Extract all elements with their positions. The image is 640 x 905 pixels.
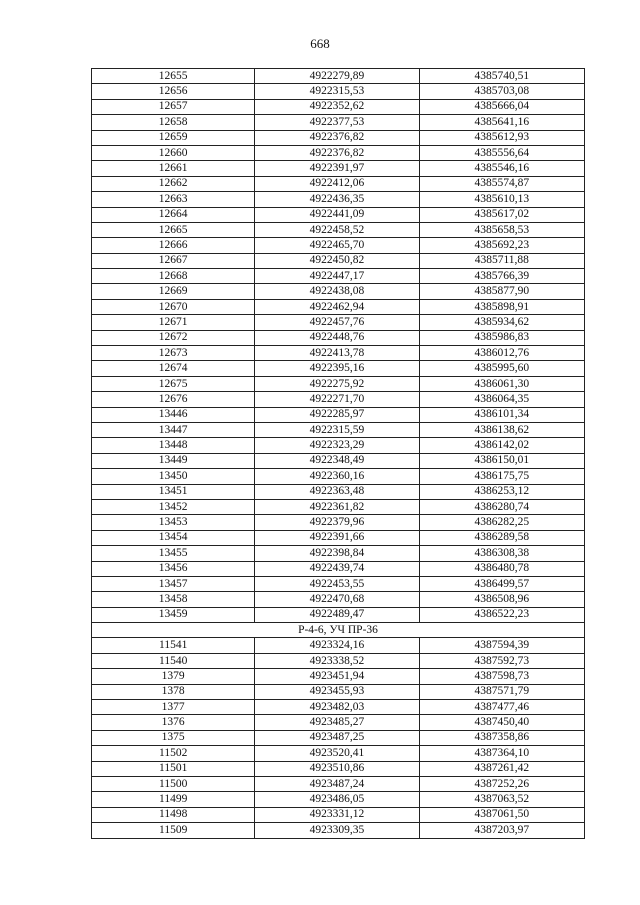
y-coordinate-cell: 4385658,53 <box>419 222 584 237</box>
point-number-cell: 11498 <box>92 807 255 822</box>
table-row <box>92 715 585 730</box>
y-coordinate-cell: 4385666,04 <box>419 99 584 114</box>
y-coordinate-cell: 4386280,74 <box>419 499 584 514</box>
point-number-cell: 13450 <box>92 469 255 484</box>
point-number-cell: 11509 <box>92 823 255 838</box>
table-row <box>92 407 585 422</box>
x-coordinate-cell: 4922458,52 <box>255 222 419 237</box>
y-coordinate-cell: 4385556,64 <box>419 145 584 160</box>
point-number-cell: 11541 <box>92 638 255 653</box>
point-number-cell: 12674 <box>92 361 255 376</box>
point-number-cell: 12663 <box>92 192 255 207</box>
x-coordinate-cell: 4922279,89 <box>255 69 419 84</box>
x-coordinate-cell: 4922377,53 <box>255 115 419 130</box>
table-row <box>92 576 585 591</box>
point-number-cell: 13456 <box>92 561 255 576</box>
x-coordinate-cell: 4922447,17 <box>255 269 419 284</box>
x-coordinate-cell: 4923324,16 <box>255 638 419 653</box>
x-coordinate-cell: 4922363,48 <box>255 484 419 499</box>
table-row <box>92 653 585 668</box>
y-coordinate-cell: 4387364,10 <box>419 746 584 761</box>
table-row <box>92 392 585 407</box>
table-row <box>92 684 585 699</box>
table-row <box>92 376 585 391</box>
point-number-cell: 1375 <box>92 730 255 745</box>
table-row <box>92 130 585 145</box>
table-row <box>92 792 585 807</box>
x-coordinate-cell: 4922348,49 <box>255 453 419 468</box>
table-row <box>92 746 585 761</box>
x-coordinate-cell: 4922470,68 <box>255 592 419 607</box>
point-number-cell: 12671 <box>92 315 255 330</box>
x-coordinate-cell: 4923520,41 <box>255 746 419 761</box>
point-number-cell: 13446 <box>92 407 255 422</box>
y-coordinate-cell: 4387598,73 <box>419 669 584 684</box>
x-coordinate-cell: 4922412,06 <box>255 176 419 191</box>
table-row <box>92 84 585 99</box>
x-coordinate-cell: 4923309,35 <box>255 823 419 838</box>
y-coordinate-cell: 4387203,97 <box>419 823 584 838</box>
y-coordinate-cell: 4386138,62 <box>419 422 584 437</box>
point-number-cell: 12656 <box>92 84 255 99</box>
table-row <box>92 346 585 361</box>
table-row <box>92 515 585 530</box>
point-number-cell: 12673 <box>92 346 255 361</box>
y-coordinate-cell: 4385766,39 <box>419 269 584 284</box>
y-coordinate-cell: 4386282,25 <box>419 515 584 530</box>
table-row <box>92 315 585 330</box>
table-row <box>92 823 585 838</box>
point-number-cell: 12659 <box>92 130 255 145</box>
point-number-cell: 1377 <box>92 700 255 715</box>
table-row <box>92 299 585 314</box>
table-row <box>92 499 585 514</box>
table-row <box>92 484 585 499</box>
x-coordinate-cell: 4922453,55 <box>255 576 419 591</box>
table-row <box>92 176 585 191</box>
table-row <box>92 284 585 299</box>
x-coordinate-cell: 4923485,27 <box>255 715 419 730</box>
coordinates-rows-group-a <box>92 69 585 623</box>
y-coordinate-cell: 4385692,23 <box>419 238 584 253</box>
x-coordinate-cell: 4923338,52 <box>255 653 419 668</box>
y-coordinate-cell: 4387592,73 <box>419 653 584 668</box>
y-coordinate-cell: 4387061,50 <box>419 807 584 822</box>
y-coordinate-cell: 4387477,46 <box>419 700 584 715</box>
table-row <box>92 546 585 561</box>
y-coordinate-cell: 4385995,60 <box>419 361 584 376</box>
y-coordinate-cell: 4386253,12 <box>419 484 584 499</box>
point-number-cell: 11502 <box>92 746 255 761</box>
x-coordinate-cell: 4922323,29 <box>255 438 419 453</box>
y-coordinate-cell: 4386480,78 <box>419 561 584 576</box>
point-number-cell: 13454 <box>92 530 255 545</box>
y-coordinate-cell: 4387261,42 <box>419 761 584 776</box>
y-coordinate-cell: 4387252,26 <box>419 776 584 791</box>
y-coordinate-cell: 4385934,62 <box>419 315 584 330</box>
table-row <box>92 269 585 284</box>
table-row <box>92 330 585 345</box>
x-coordinate-cell: 4922361,82 <box>255 499 419 514</box>
point-number-cell: 13455 <box>92 546 255 561</box>
table-row <box>92 700 585 715</box>
point-number-cell: 12668 <box>92 269 255 284</box>
page-number: 668 <box>310 36 330 51</box>
y-coordinate-cell: 4386061,30 <box>419 376 584 391</box>
x-coordinate-cell: 4922379,96 <box>255 515 419 530</box>
x-coordinate-cell: 4923487,25 <box>255 730 419 745</box>
point-number-cell: 12666 <box>92 238 255 253</box>
x-coordinate-cell: 4922438,08 <box>255 284 419 299</box>
table-row <box>92 761 585 776</box>
y-coordinate-cell: 4385877,90 <box>419 284 584 299</box>
table-row <box>92 592 585 607</box>
x-coordinate-cell: 4922457,76 <box>255 315 419 330</box>
y-coordinate-cell: 4385610,13 <box>419 192 584 207</box>
point-number-cell: 12664 <box>92 207 255 222</box>
table-row <box>92 207 585 222</box>
point-number-cell: 13457 <box>92 576 255 591</box>
x-coordinate-cell: 4922352,62 <box>255 99 419 114</box>
point-number-cell: 13458 <box>92 592 255 607</box>
y-coordinate-cell: 4386175,75 <box>419 469 584 484</box>
y-coordinate-cell: 4387450,40 <box>419 715 584 730</box>
point-number-cell: 11500 <box>92 776 255 791</box>
x-coordinate-cell: 4922395,16 <box>255 361 419 376</box>
x-coordinate-cell: 4922448,76 <box>255 330 419 345</box>
x-coordinate-cell: 4922436,35 <box>255 192 419 207</box>
table-row <box>92 453 585 468</box>
x-coordinate-cell: 4923482,03 <box>255 700 419 715</box>
point-number-cell: 12655 <box>92 69 255 84</box>
point-number-cell: 13449 <box>92 453 255 468</box>
y-coordinate-cell: 4385612,93 <box>419 130 584 145</box>
table-row <box>92 438 585 453</box>
y-coordinate-cell: 4385574,87 <box>419 176 584 191</box>
x-coordinate-cell: 4923455,93 <box>255 684 419 699</box>
coordinates-table <box>91 68 585 839</box>
table-row <box>92 192 585 207</box>
table-row <box>92 669 585 684</box>
y-coordinate-cell: 4385546,16 <box>419 161 584 176</box>
x-coordinate-cell: 4922450,82 <box>255 253 419 268</box>
table-row <box>92 530 585 545</box>
point-number-cell: 1376 <box>92 715 255 730</box>
table-row <box>92 807 585 822</box>
coordinates-rows-group-b <box>92 638 585 838</box>
x-coordinate-cell: 4922489,47 <box>255 607 419 622</box>
x-coordinate-cell: 4922441,09 <box>255 207 419 222</box>
point-number-cell: 13451 <box>92 484 255 499</box>
point-number-cell: 11501 <box>92 761 255 776</box>
y-coordinate-cell: 4387571,79 <box>419 684 584 699</box>
table-row <box>92 730 585 745</box>
x-coordinate-cell: 4923486,05 <box>255 792 419 807</box>
point-number-cell: 11540 <box>92 653 255 668</box>
y-coordinate-cell: 4386150,01 <box>419 453 584 468</box>
y-coordinate-cell: 4385711,88 <box>419 253 584 268</box>
point-number-cell: 1379 <box>92 669 255 684</box>
table-row <box>92 561 585 576</box>
x-coordinate-cell: 4923487,24 <box>255 776 419 791</box>
point-number-cell: 13453 <box>92 515 255 530</box>
point-number-cell: 12667 <box>92 253 255 268</box>
y-coordinate-cell: 4385617,02 <box>419 207 584 222</box>
y-coordinate-cell: 4385986,83 <box>419 330 584 345</box>
point-number-cell: 12662 <box>92 176 255 191</box>
point-number-cell: 12675 <box>92 376 255 391</box>
point-number-cell: 12669 <box>92 284 255 299</box>
y-coordinate-cell: 4386142,02 <box>419 438 584 453</box>
x-coordinate-cell: 4922376,82 <box>255 130 419 145</box>
point-number-cell: 12670 <box>92 299 255 314</box>
table-row <box>92 161 585 176</box>
table-row <box>92 222 585 237</box>
table-row <box>92 469 585 484</box>
x-coordinate-cell: 4922391,97 <box>255 161 419 176</box>
y-coordinate-cell: 4385703,08 <box>419 84 584 99</box>
y-coordinate-cell: 4386308,38 <box>419 546 584 561</box>
point-number-cell: 12657 <box>92 99 255 114</box>
table-row <box>92 145 585 160</box>
x-coordinate-cell: 4922360,16 <box>255 469 419 484</box>
table-row <box>92 99 585 114</box>
table-row <box>92 115 585 130</box>
x-coordinate-cell: 4922315,53 <box>255 84 419 99</box>
section-label: Р-4-6, УЧ ПР-36 <box>92 623 585 638</box>
x-coordinate-cell: 4923510,86 <box>255 761 419 776</box>
table-row <box>92 361 585 376</box>
y-coordinate-cell: 4386522,23 <box>419 607 584 622</box>
x-coordinate-cell: 4922413,78 <box>255 346 419 361</box>
y-coordinate-cell: 4385641,16 <box>419 115 584 130</box>
x-coordinate-cell: 4922465,70 <box>255 238 419 253</box>
point-number-cell: 12658 <box>92 115 255 130</box>
y-coordinate-cell: 4387358,86 <box>419 730 584 745</box>
point-number-cell: 11499 <box>92 792 255 807</box>
table-row <box>92 253 585 268</box>
table-row <box>92 422 585 437</box>
y-coordinate-cell: 4385898,91 <box>419 299 584 314</box>
point-number-cell: 13447 <box>92 422 255 437</box>
y-coordinate-cell: 4387063,52 <box>419 792 584 807</box>
y-coordinate-cell: 4386064,35 <box>419 392 584 407</box>
section-header-row <box>92 623 585 638</box>
table-row <box>92 238 585 253</box>
point-number-cell: 12661 <box>92 161 255 176</box>
point-number-cell: 13448 <box>92 438 255 453</box>
y-coordinate-cell: 4387594,39 <box>419 638 584 653</box>
x-coordinate-cell: 4922271,70 <box>255 392 419 407</box>
x-coordinate-cell: 4922315,59 <box>255 422 419 437</box>
y-coordinate-cell: 4386289,58 <box>419 530 584 545</box>
x-coordinate-cell: 4922462,94 <box>255 299 419 314</box>
x-coordinate-cell: 4922275,92 <box>255 376 419 391</box>
point-number-cell: 12665 <box>92 222 255 237</box>
table-row <box>92 607 585 622</box>
table-row <box>92 776 585 791</box>
x-coordinate-cell: 4923451,94 <box>255 669 419 684</box>
point-number-cell: 12660 <box>92 145 255 160</box>
point-number-cell: 12676 <box>92 392 255 407</box>
point-number-cell: 12672 <box>92 330 255 345</box>
x-coordinate-cell: 4922439,74 <box>255 561 419 576</box>
point-number-cell: 13452 <box>92 499 255 514</box>
x-coordinate-cell: 4922391,66 <box>255 530 419 545</box>
y-coordinate-cell: 4386508,96 <box>419 592 584 607</box>
y-coordinate-cell: 4386499,57 <box>419 576 584 591</box>
table-row <box>92 69 585 84</box>
table-row <box>92 638 585 653</box>
y-coordinate-cell: 4386101,34 <box>419 407 584 422</box>
point-number-cell: 1378 <box>92 684 255 699</box>
x-coordinate-cell: 4923331,12 <box>255 807 419 822</box>
y-coordinate-cell: 4386012,76 <box>419 346 584 361</box>
x-coordinate-cell: 4922398,84 <box>255 546 419 561</box>
x-coordinate-cell: 4922285,97 <box>255 407 419 422</box>
point-number-cell: 13459 <box>92 607 255 622</box>
section-header-group <box>92 623 585 638</box>
y-coordinate-cell: 4385740,51 <box>419 69 584 84</box>
x-coordinate-cell: 4922376,82 <box>255 145 419 160</box>
